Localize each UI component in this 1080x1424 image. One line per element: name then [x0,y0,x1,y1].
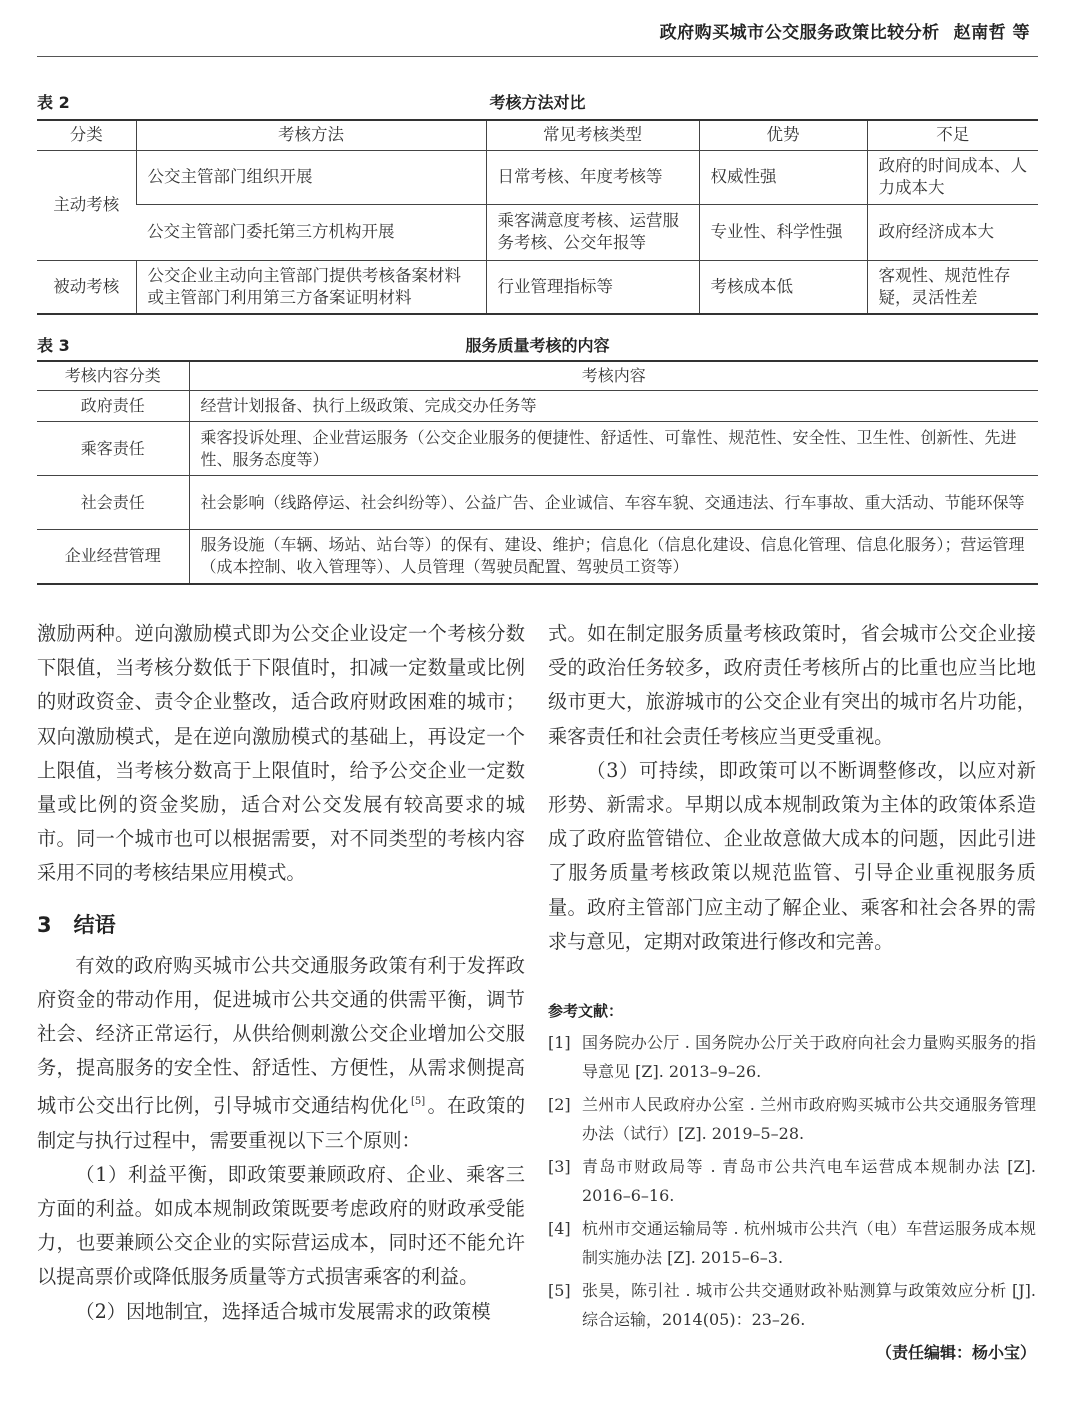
reference-number: [1] [548,1033,571,1053]
paragraph: 激励两种。逆向激励模式即为公交企业设定一个考核分数下限值，当考核分数低于下限值时，扣减一定数量或比例的财政资金、责令企业整改，适合政府财政困难的城市；双向激励模式，是在逆向激励模式的基础上，再设定一个上限值，当考核分数高于上限值时，给予公交企业一定数量或比例的资金奖励，适合对公交发展有较高要求的城市。同一个城市也可以根据需要，对不同类型的考核内容采用不同的考核结果应用模式。 [37,622,525,885]
editor-note: （责任编辑：杨小宝） [875,1343,1036,1363]
types-cell: 乘客满意度考核、运营服务考核、公交年报等 [486,204,699,260]
table-row [37,391,1038,422]
reference-text: 国务院办公厅 . 国务院办公厅关于政府向社会力量购买服务的指导意见 [Z]. 2013–9–26. [582,1033,1036,1082]
citation-reference[interactable]: [5] [410,1096,426,1108]
reference-item [548,1214,1036,1272]
body-column-right [548,617,1036,1367]
method-cell: 公交主管部门组织开展 [136,150,486,204]
table-header-row [37,361,1038,391]
advantage-cell: 权威性强 [699,150,867,204]
reference-item [548,1276,1036,1334]
table-row [37,260,1038,314]
running-head-author: 赵南哲 等 [953,23,1030,43]
section-title: 结语 [73,912,116,937]
table-header-row [37,120,1038,150]
category-cell: 被动考核 [37,260,136,314]
column-header: 考核内容 [189,361,1038,391]
table2-number: 表 2 [37,93,70,112]
reference-text: 杭州市交通运输局等 . 杭州城市公共汽（电）车营运服务成本规制实施办法 [Z]. 2015–6–3. [582,1219,1036,1268]
content-cell: 社会影响（线路停运、社会纠纷等）、公益广告、企业诚信、车容车貌、交通违法、行车事故、重大活动、节能环保等 [189,476,1038,530]
paragraph: 式。如在制定服务质量考核政策时，省会城市公交企业接受的政治任务较多，政府责任考核所占的比重也应当比地级市更大，旅游城市的公交企业有突出的城市名片功能，乘客责任和社会责任考核应当更受重视。 [548,622,1036,748]
shortcoming-cell: 客观性、规范性存疑，灵活性差 [867,260,1038,314]
table3-number: 表 3 [37,336,70,355]
header-rule [37,56,1038,57]
paragraph-text: 。在政策的制定与执行过程中，需要重视以下三个原则： [37,1094,526,1152]
content-cell: 服务设施（车辆、场站、站台等）的保有、建设、维护；信息化（信息化建设、信息化管理、信息化服务）；营运管理（成本控制、收入管理等）、人员管理（驾驶员配置、驾驶员工资等） [189,530,1038,584]
types-cell: 行业管理指标等 [486,260,699,314]
reference-number: [3] [548,1157,571,1177]
category-cell: 社会责任 [37,476,189,530]
column-header: 优势 [699,120,867,150]
table2-caption [37,90,1038,112]
table-row [37,422,1038,476]
references [548,997,1036,1367]
reference-text: 兰州市人民政府办公室 . 兰州市政府购买城市公共交通服务管理办法（试行）[Z]. 2019–5–28. [582,1095,1036,1144]
category-cell: 主动考核 [37,150,136,260]
category-cell: 政府责任 [37,391,189,422]
paragraph: （2）因地制宜，选择适合城市发展需求的政策模 [75,1299,491,1323]
reference-text: 张昊，陈引社 . 城市公共交通财政补贴测算与政策效应分析 [J]. 综合运输，2014(05)：23–26. [582,1281,1036,1330]
column-header: 不足 [867,120,1038,150]
category-cell: 乘客责任 [37,422,189,476]
running-head [660,18,1030,43]
method-cell: 公交企业主动向主管部门提供考核备案材料或主管部门利用第三方备案证明材料 [136,260,486,314]
paragraph: （1）利益平衡，即政策要兼顾政府、企业、乘客三方面的利益。如成本规制政策既要考虑政府的财政承受能力，也要兼顾公交企业的实际营运成本，同时还不能允许以提高票价或降低服务质量等方式损害乘客的利益。 [37,1162,525,1289]
paragraph [37,949,525,1158]
table-row [37,476,1038,530]
paragraph-text: 有效的政府购买城市公共交通服务政策有利于发挥政府资金的带动作用，促进城市公共交通的供需平衡，调节社会、经济正常运行，从供给侧刺激公交企业增加公交服务，提高服务的安全性、舒适性、方便性，从需求侧提高城市公交出行比例，引导城市交通结构优化 [37,953,525,1118]
column-header: 常见考核类型 [486,120,699,150]
category-cell: 企业经营管理 [37,530,189,584]
body-column-left [37,617,525,1329]
reference-number: [2] [548,1095,571,1115]
column-header: 考核方法 [136,120,486,150]
advantage-cell: 考核成本低 [699,260,867,314]
reference-number: [5] [548,1281,571,1301]
types-cell: 日常考核、年度考核等 [486,150,699,204]
reference-item [548,1090,1036,1148]
table2-assessment-methods [37,119,1038,315]
advantage-cell: 专业性、科学性强 [699,204,867,260]
section-number: 3 [37,912,52,937]
reference-text: 青岛市财政局等 . 青岛市公共汽电车运营成本规制办法 [Z]. 2016–6–16. [582,1157,1036,1206]
reference-number: [4] [548,1219,571,1239]
column-header: 考核内容分类 [37,361,189,391]
references-title: 参考文献： [548,1002,624,1021]
content-cell: 乘客投诉处理、企业营运服务（公交企业服务的便捷性、舒适性、可靠性、规范性、安全性、卫生性、创新性、先进性、服务态度等） [189,422,1038,476]
column-header: 分类 [37,120,136,150]
reference-item [548,1152,1036,1210]
table3-service-quality-content [37,360,1038,585]
running-head-title: 政府购买城市公交服务政策比较分析 [659,23,940,43]
table3-title: 服务质量考核的内容 [465,336,610,355]
shortcoming-cell: 政府经济成本大 [867,204,1038,260]
table2-title: 考核方法对比 [489,93,586,112]
section-heading [37,910,525,940]
table-row [37,204,1038,260]
table3-caption [37,333,1038,355]
paragraph: （3）可持续，即政策可以不断调整修改，以应对新形势、新需求。早期以成本规制政策为主体的政策体系造成了政府监管错位、企业故意做大成本的问题，因此引进了服务质量考核政策以规范监管、引导企业重视服务质量。政府主管部门应主动了解企业、乘客和社会各界的需求与意见，定期对政策进行修改和完善。 [548,758,1036,953]
table-row [37,530,1038,584]
reference-item [548,1028,1036,1086]
content-cell: 经营计划报备、执行上级政策、完成交办任务等 [189,391,1038,422]
table-row [37,150,1038,204]
shortcoming-cell: 政府的时间成本、人力成本大 [867,150,1038,204]
method-cell: 公交主管部门委托第三方机构开展 [136,204,486,260]
